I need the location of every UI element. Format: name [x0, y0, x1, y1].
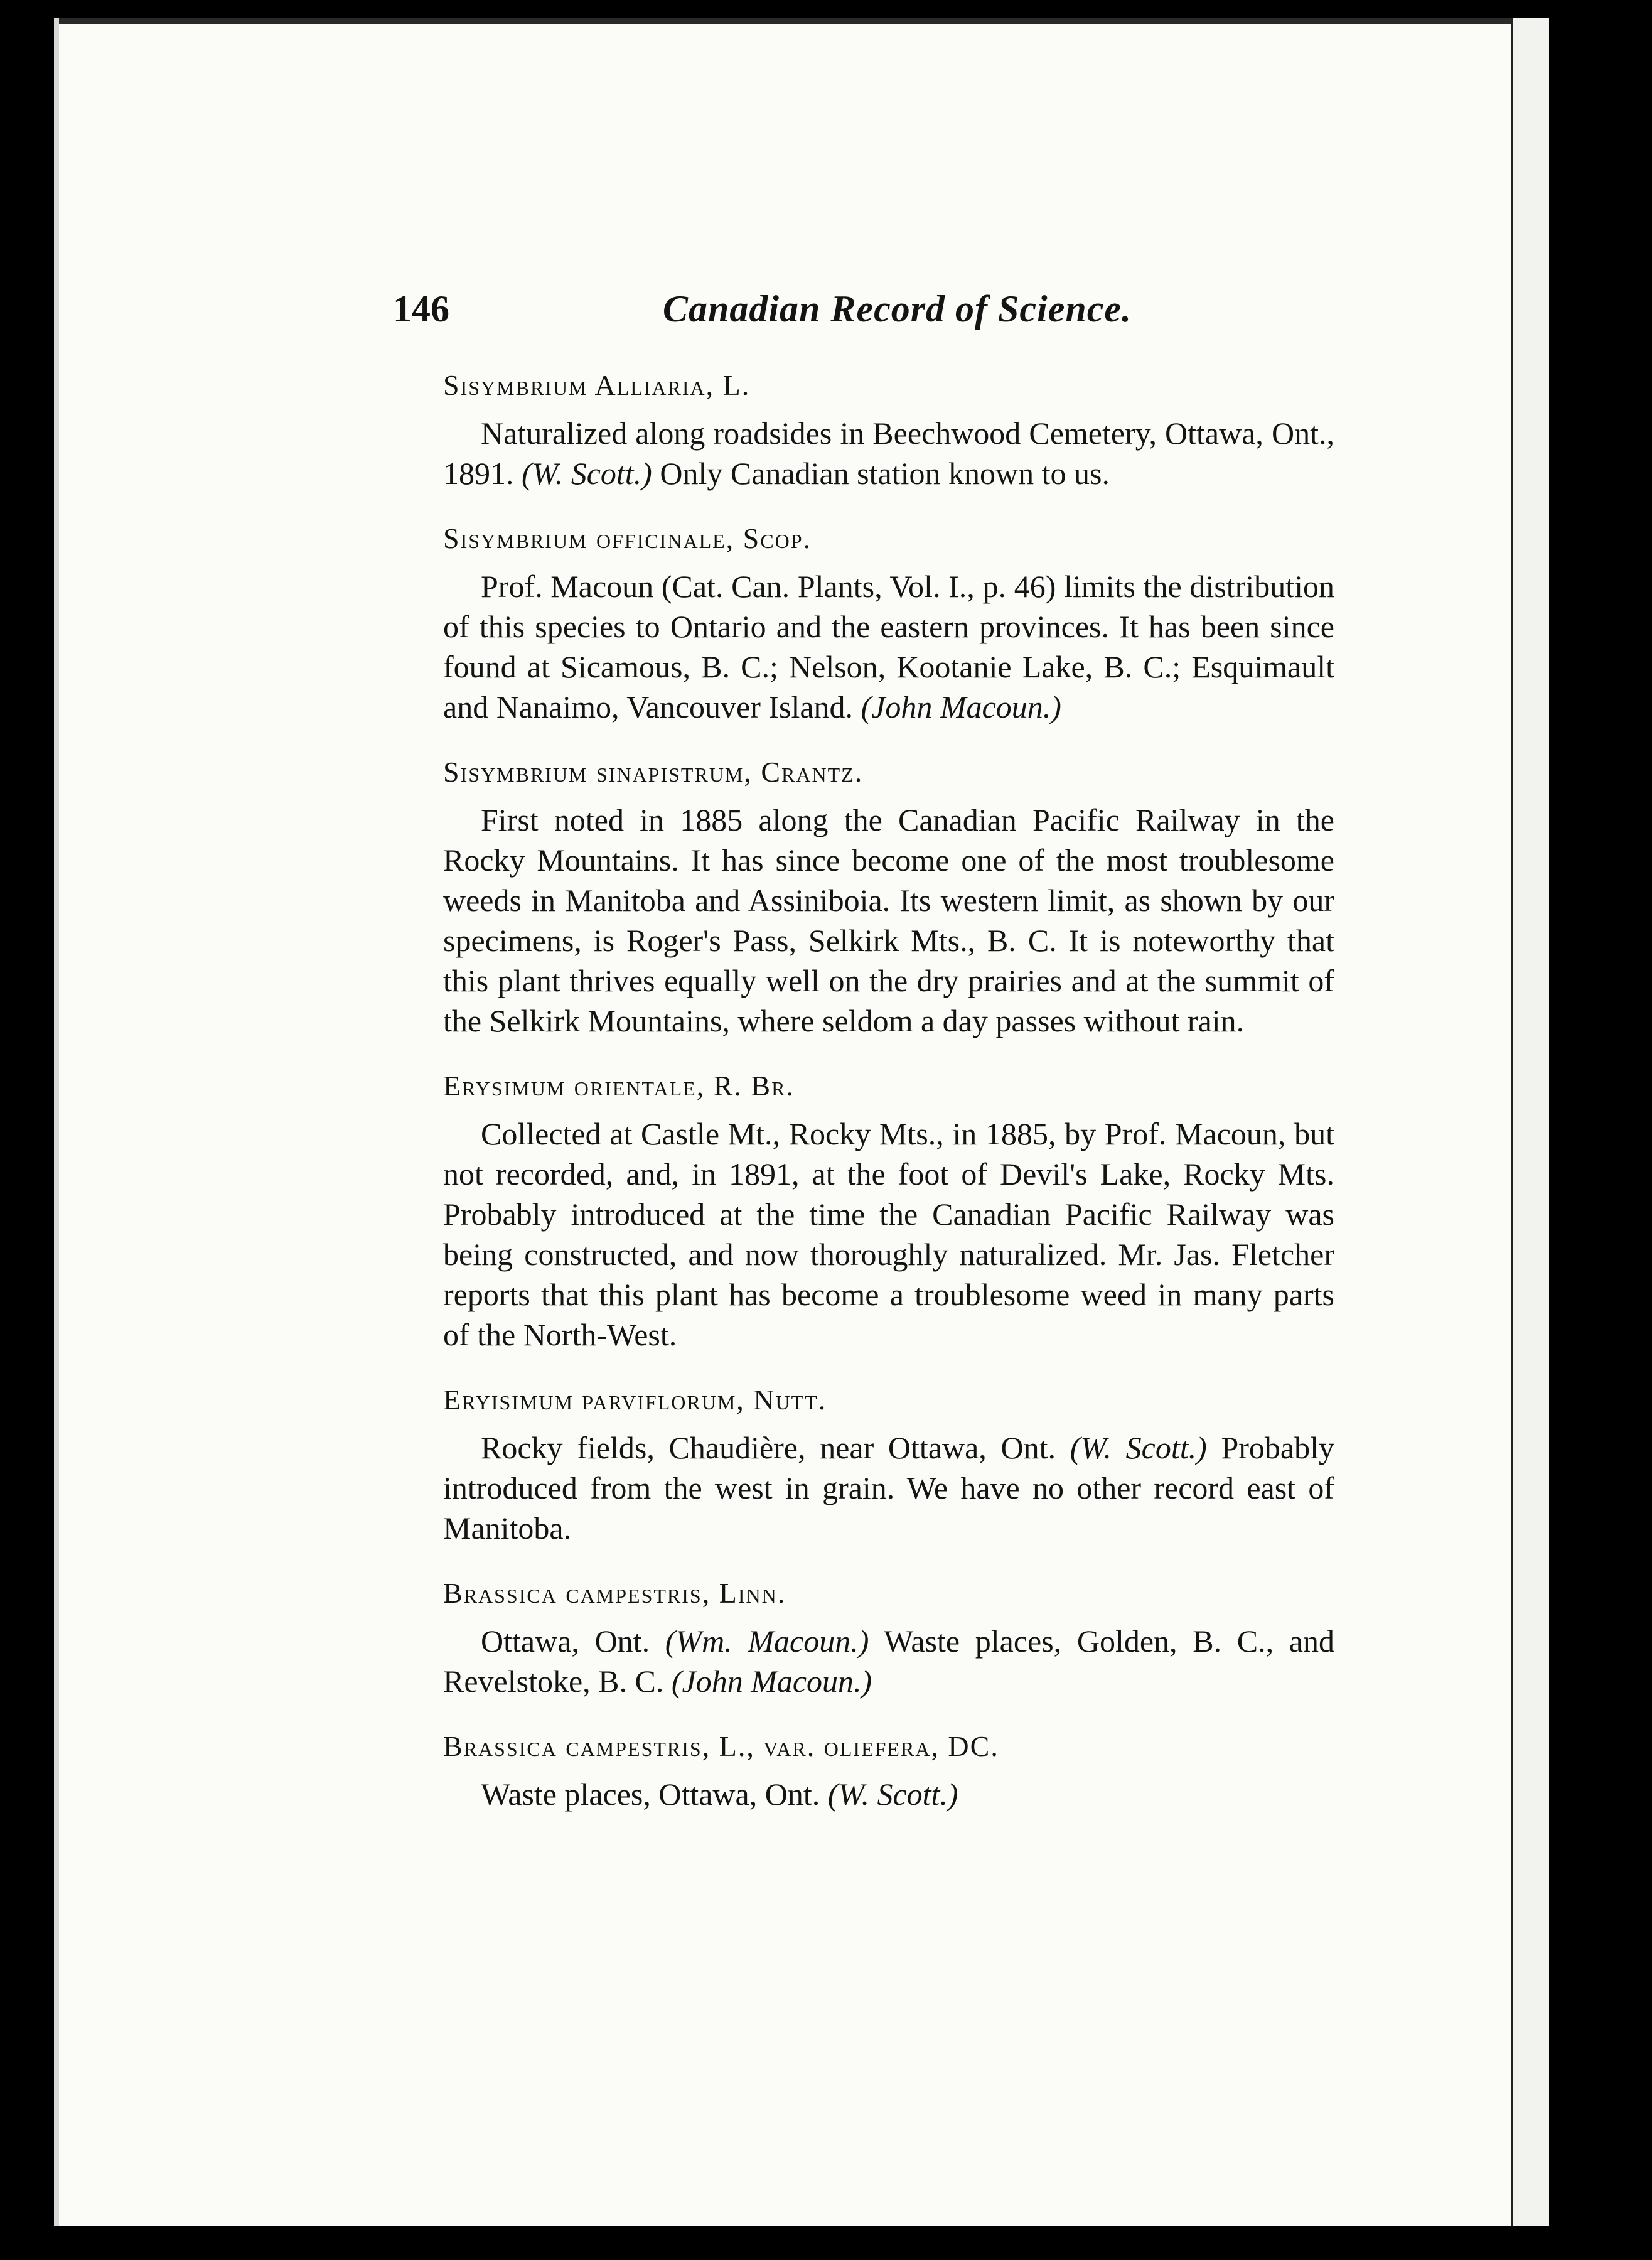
entry-erysimum-orientale	[443, 1063, 1334, 1355]
entry-brassica-campestris-oliefera	[443, 1724, 1334, 1814]
species-heading: Brassica campestris, Linn.	[443, 1577, 786, 1609]
running-head: Canadian Record of Science.	[663, 288, 1132, 330]
entry-brassica-campestris	[443, 1571, 1334, 1701]
species-description: Naturalized along roadsides in Beechwood Cemetery, Ottawa, Ont., 1891. (W. Scott.) Only Canadian station known to us.	[443, 416, 1334, 491]
species-description: Collected at Castle Mt., Rocky Mts., in 1885, by Prof. Macoun, but not recorded, and, in 1891, at the foot of Devil's Lake, Rocky Mts. Probably introduced at the time the Canadian Pacific Railway was being constructed, and now thoroughly naturalized. Mr. Jas. Fletcher reports that this plant has become a troublesome weed in many parts of the North-West.	[443, 1116, 1334, 1352]
species-description: Rocky fields, Chaudière, near Ottawa, Ont. (W. Scott.) Probably introduced from the west in grain. We have no other record east of Manitoba.	[443, 1430, 1335, 1546]
species-heading: Sisymbrium officinale, Scop.	[443, 522, 812, 554]
species-heading: Erysimum orientale, R. Br.	[443, 1070, 795, 1102]
page-number: 146	[393, 288, 449, 330]
species-description: Waste places, Ottawa, Ont. (W. Scott.)	[481, 1777, 958, 1812]
entry-sisymbrium-officinale	[443, 516, 1334, 727]
species-description: Ottawa, Ont. (Wm. Macoun.) Waste places, Golden, B. C., and Revelstoke, B. C. (John Macoun.)	[443, 1623, 1335, 1699]
entry-sisymbrium-sinapistrum	[443, 750, 1334, 1041]
left-scan-edge	[54, 18, 59, 2226]
entry-sisymbrium-alliaria	[443, 363, 1334, 493]
species-description: Prof. Macoun (Cat. Can. Plants, Vol. I., p. 46) limits the distribution of this species to Ontario and the eastern provinces. It has been since found at Sicamous, B. C.; Nelson, Kootanie Lake, B. C.; Esquimault and Nanaimo, Vancouver Island. (John Macoun.)	[443, 569, 1334, 724]
species-heading: Brassica campestris, L., var. oliefera, DC.	[443, 1730, 999, 1762]
book-page	[54, 18, 1511, 2226]
species-description: First noted in 1885 along the Canadian Pacific Railway in the Rocky Mountains. It has since become one of the most troublesome weeds in Manitoba and Assiniboia. Its western limit, as shown by our specimens, is Roger's Pass, Selkirk Mts., B. C. It is noteworthy that this plant thrives equally well on the dry prairies and at the summit of the Selkirk Mountains, where seldom a day passes without rain.	[443, 802, 1334, 1038]
scan-background	[1549, 0, 1652, 2260]
species-heading: Sisymbrium Alliaria, L.	[443, 369, 751, 401]
page-header	[393, 281, 1177, 338]
body-text	[443, 363, 1334, 1837]
top-scan-edge	[54, 18, 1511, 24]
adjacent-page-edge	[1511, 18, 1551, 2226]
entry-eryisimum-parviflorum	[443, 1377, 1334, 1548]
species-heading: Sisymbrium sinapistrum, Crantz.	[443, 756, 864, 788]
species-heading: Eryisimum parviflorum, Nutt.	[443, 1384, 827, 1416]
